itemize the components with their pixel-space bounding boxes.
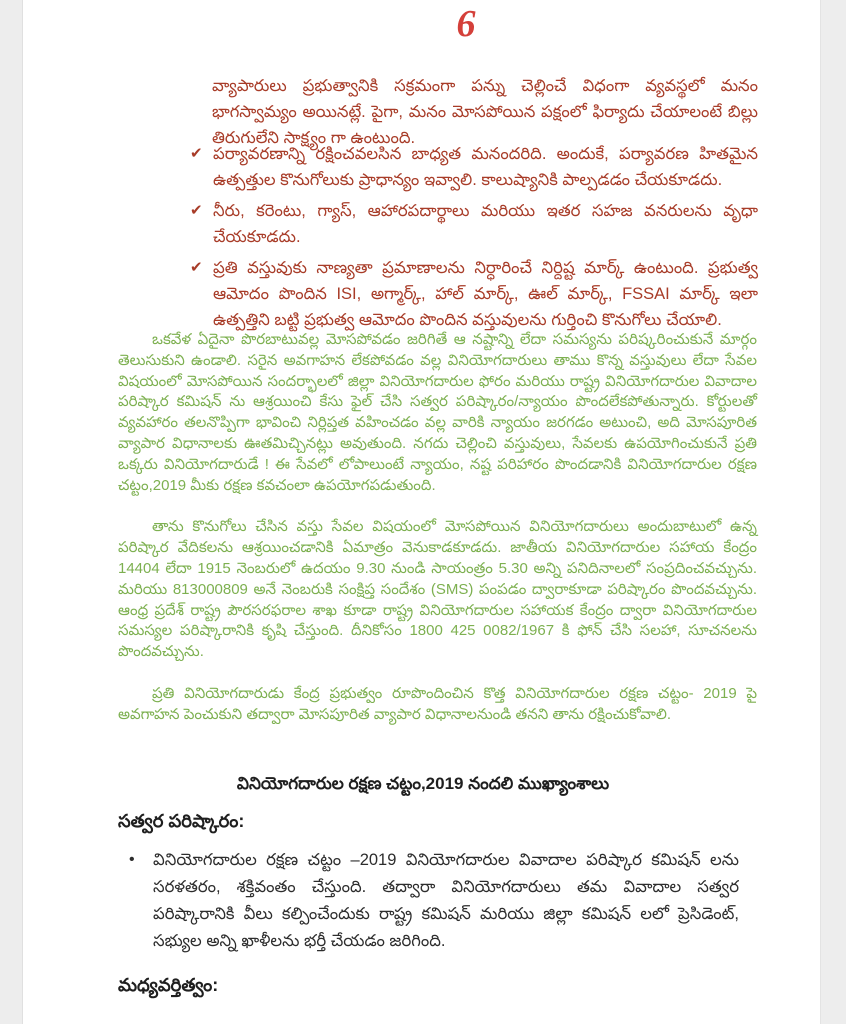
section-title-mediation: మధ్యవర్తిత్వం: [118,975,219,995]
body-paragraph: తాను కొనుగోలు చేసిన వస్తు సేవల విషయంలో మోసపోయిన వినియోగదారులు అందుబాటులో ఉన్న పరిష్కార వేదికలను ఆశ్రయించడానికి ఏమాత్రం వెనుకాడకూడదు. జాతీయ వినియోగదారుల సహాయ కేంద్రం 14404 లేదా 1915 నెంబరులో ఉదయం 9.30 నుండి సాయంత్రం 5.30 అన్ని పనిదినాలలో సంప్రదించవచ్చును. మరియు 813000809 అనే నెంబరుకి సంక్షిప్త సందేశం (SMS) పంపడం ద్వారాకూడా పరిష్కారం పొందవచ్చును. ఆంధ్ర ప్రదేశ్ రాష్ట్ర పౌరసరఫరాల శాఖ కూడా రాష్ట్ర వినియోగదారుల సహాయక కేంద్రం ద్వారా వినియోగదారుల సమస్యల పరిష్కారానికి కృషి చేస్తుంది. దీనికోసం 1800 425 0082/1967 కి ఫోన్ చేసి సలహా, సూచనలను పొందవచ్చును. [118,518,757,661]
list-item [127,847,739,955]
intro-paragraph: వ్యాపారులు ప్రభుత్వానికి సక్రమంగా పన్ను చెల్లించే విధంగా వ్యవస్థలో మనం భాగస్వామ్యం అయినట్లే. పైగా, మనం మోసపోయిన పక్షంలో ఫిర్యాదు చేయాలంటే బిల్లు తిరుగులేని సాక్ష్యం గా ఉంటుంది. [212,76,758,147]
checklist-item-text: పర్యావరణాన్ని రక్షించవలసిన బాధ్యత మనందరిది. అందుకే, పర్యావరణ హితమైన ఉత్పత్తుల కొనుగోలుకు ప్రాధాన్యం ఇవ్వాలి. కాలుష్యానికి పాల్పడడం చేయకూడదు. [213,145,758,189]
scan-edge-left [0,0,23,1024]
scan-edge-right [820,0,846,1024]
page-number: 6 [456,3,476,45]
body-text-block [118,330,757,726]
checkmark-icon: ✔ [190,145,203,162]
highlights-title: వినియోగదారుల రక్షణ చట్టం,2019 నందలి ముఖ్యాంశాలు [236,774,610,793]
checkmark-icon: ✔ [190,202,203,219]
checklist-item-text: ప్రతి వస్తువుకు నాణ్యతా ప్రమాణాలను నిర్ధారించే నిర్దిష్ట మార్క్ ఉంటుంది. ప్రభుత్వ ఆమోదం పొందిన ISI, అగ్మార్క్, హాల్ మార్క్, ఊల్ మార్క్, FSSAI మార్క్ ఇలా ఉత్పత్తిని బట్టి ప్రభుత్వ ఆమోదం పొందిన వస్తువులను గుర్తించి కొనుగోలు చేయాలి. [213,259,758,329]
bullet-dot-icon: • [129,851,135,868]
body-paragraph: ఒకవేళ ఏదైనా పొరబాటువల్ల మోసపోవడం జరిగితే ఆ నష్టాన్ని లేదా సమస్యను పరిష్కరించుకునే మార్గం తెలుసుకుని ఉండాలి. సరైన అవగాహన లేకపోవడం వల్ల వినియోగదారులు తాము కొన్న వస్తువులు లేదా సేవల విషయంలో మోసపోయిన సందర్భాలలో జిల్లా వినియోగదారుల ఫోరం మరియు రాష్ట్ర వినియోగదారుల వివాదాల పరిష్కార కమిషన్ ను ఆశ్రయించి కేసు ఫైల్ చేసి సత్వర పరిష్కారం/న్యాయం పొందలేకపోతున్నారు. కోర్టులతో వ్యవహారం తలనొప్పిగా భావించి నిర్లిప్తత వహించడం వల్ల వారికి న్యాయం జరగడం అటుంచి, అది మోసపూరిత వ్యాపార విధానాలకు ఊతమిచ్చినట్లు అవుతుంది. నగదు చెల్లించి వస్తువులు, సేవలకు ఉపయోగించుకునే ప్రతి ఒక్కరు వినియోగదారుడే ! ఈ సేవలో లోపాలుంటే న్యాయం, నష్ట పరిహారం పొందడానికి వినియోగదారుల రక్షణ చట్టం,2019 మీకు రక్షణ కవచంలా ఉపయోగపడుతుంది. [118,331,757,494]
quick-redressal-list [127,847,739,955]
list-item-text: వినియోగదారుల రక్షణ చట్టం –2019 వినియోగదారుల వివాదాల పరిష్కార కమిషన్ లను సరళతరం, శక్తివంతం చేస్తుంది. తద్వారా వినియోగదారులు తమ వివాదాల సత్వర పరిష్కారానికి వీలు కల్పించేందుకు రాష్ట్ర కమిషన్ మరియు జిల్లా కమిషన్ లలో ప్రెసిడెంట్, సభ్యుల అన్ని ఖాళీలను భర్తీ చేయడం జరిగింది. [153,851,739,950]
checklist-item-text: నీరు, కరెంటు, గ్యాస్, ఆహారపదార్థాలు మరియు ఇతర సహజ వనరులను వృధా చేయకూడదు. [213,202,758,246]
checklist-item [190,198,758,250]
checklist-item [190,141,758,193]
checklist-item [190,255,758,333]
body-paragraph: ప్రతి వినియోగదారుడు కేంద్ర ప్రభుత్వం రూపొందించిన కొత్త వినియోగదారుల రక్షణ చట్టం- 2019 పై అవగాహన పెంచుకుని తద్వారా మోసపూరిత వ్యాపార విధానాలనుండి తనని తాను రక్షించుకోవాలి. [118,684,757,723]
section-title-quick-redressal: సత్వర పరిష్కారం: [118,811,245,831]
eco-checklist [190,141,758,338]
checkmark-icon: ✔ [190,259,203,276]
